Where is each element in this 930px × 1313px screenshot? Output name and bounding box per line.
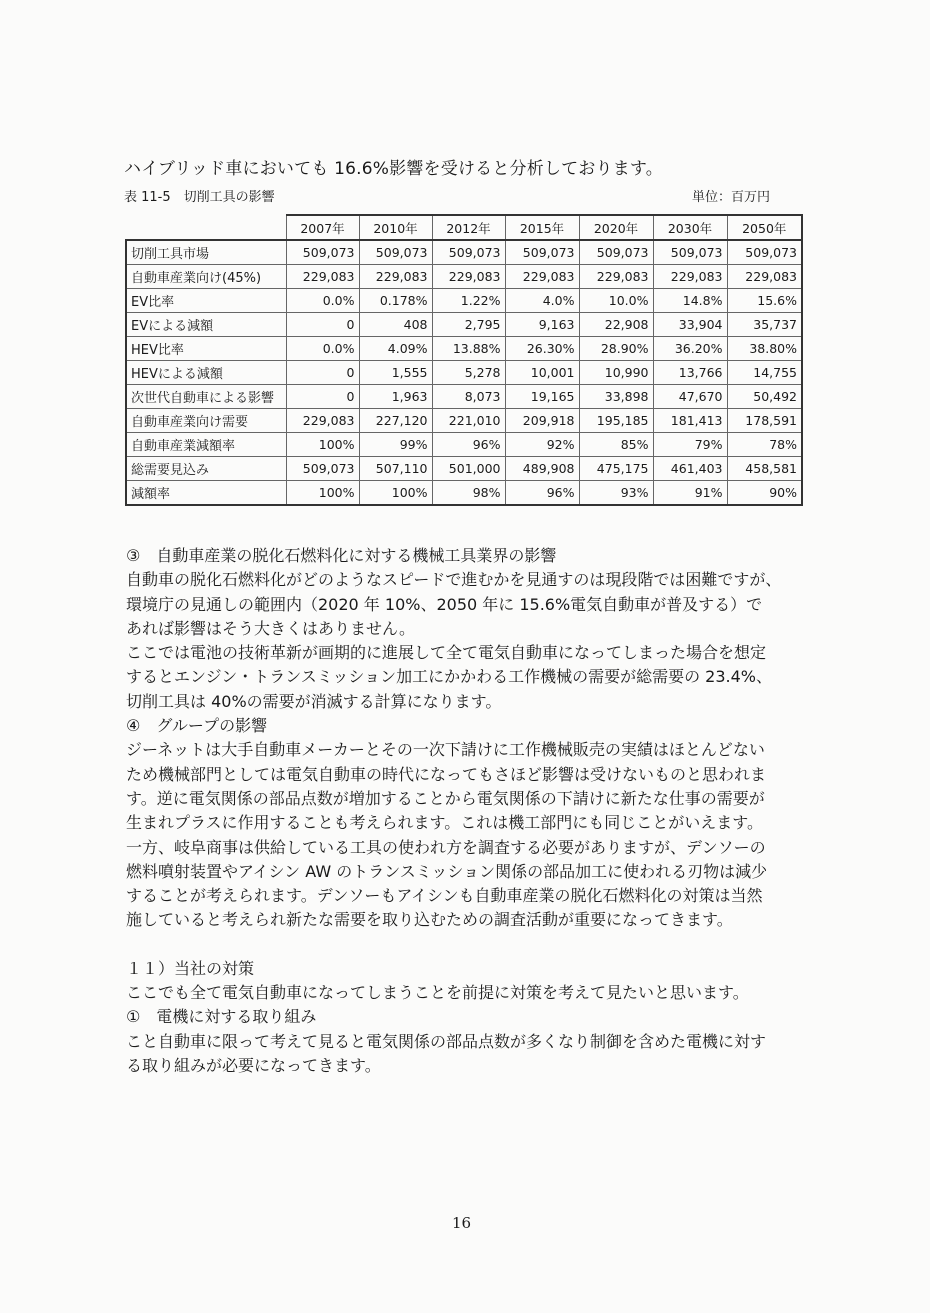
text-line: 生まれプラスに作用することも考えられます。これは機工部門にも同じことがいえます。 — [126, 813, 763, 833]
table-row — [126, 337, 802, 361]
text-line: 切削工具は 40%の需要が消滅する計算になります。 — [126, 691, 502, 711]
table-cell: 0 — [286, 361, 359, 385]
table-cell: 229,083 — [579, 265, 653, 289]
text-line: ④ グループの影響 — [126, 716, 268, 736]
column-header: 2010年 — [359, 215, 432, 240]
cutting-tool-impact-table — [125, 214, 803, 506]
text-line: あれば影響はそう大きくはありません。 — [126, 618, 415, 638]
column-header: 2015年 — [505, 215, 579, 240]
table-cell: 13.88% — [432, 337, 505, 361]
table-cell: 209,918 — [505, 409, 579, 433]
table-cell: 85% — [579, 433, 653, 457]
row-label: 自動車産業減額率 — [126, 433, 286, 457]
table-cell: 96% — [432, 433, 505, 457]
table-cell: 38.80% — [727, 337, 802, 361]
table-corner-cell — [126, 215, 286, 240]
table-cell: 4.0% — [505, 289, 579, 313]
table-cell: 509,073 — [505, 240, 579, 265]
table-cell: 14.8% — [653, 289, 727, 313]
row-label: EVによる減額 — [126, 313, 286, 337]
table-cell: 19,165 — [505, 385, 579, 409]
text-line: ため機械部門としては電気自動車の時代になってもさほど影響は受けないものと思われま — [126, 764, 767, 784]
table-cell: 96% — [505, 481, 579, 506]
table-cell: 229,083 — [653, 265, 727, 289]
table-cell: 14,755 — [727, 361, 802, 385]
table-cell: 509,073 — [286, 240, 359, 265]
table-cell: 1,963 — [359, 385, 432, 409]
text-line: ここでも全て電気自動車になってしまうことを前提に対策を考えて見たいと思います。 — [126, 983, 749, 1003]
text-line: す。逆に電気関係の部品点数が増加することから電気関係の下請けに新たな仕事の需要が — [126, 788, 765, 808]
table-cell: 2,795 — [432, 313, 505, 337]
table-cell: 229,083 — [727, 265, 802, 289]
table-cell: 33,898 — [579, 385, 653, 409]
table-row — [126, 240, 802, 265]
table-cell: 10,001 — [505, 361, 579, 385]
table-cell: 489,908 — [505, 457, 579, 481]
text-line: するとエンジン・トランスミッション加工にかかわる工作機械の需要が総需要の 23.4%、 — [126, 667, 772, 687]
table-row — [126, 289, 802, 313]
table-cell: 181,413 — [653, 409, 727, 433]
table-cell: 229,083 — [505, 265, 579, 289]
table-cell: 15.6% — [727, 289, 802, 313]
table-cell: 509,073 — [286, 457, 359, 481]
table-cell: 229,083 — [432, 265, 505, 289]
table-row — [126, 433, 802, 457]
column-header: 2020年 — [579, 215, 653, 240]
table-cell: 0.0% — [286, 337, 359, 361]
table-cell: 47,670 — [653, 385, 727, 409]
table-cell: 509,073 — [653, 240, 727, 265]
table-cell: 0.0% — [286, 289, 359, 313]
table-cell: 221,010 — [432, 409, 505, 433]
section-11-text — [126, 981, 816, 1078]
table-cell: 408 — [359, 313, 432, 337]
table-row — [126, 265, 802, 289]
table-cell: 507,110 — [359, 457, 432, 481]
table-cell: 0 — [286, 313, 359, 337]
table-cell: 91% — [653, 481, 727, 506]
page-number: 16 — [452, 1214, 472, 1232]
table-cell: 509,073 — [359, 240, 432, 265]
text-line: こと自動車に限って考えて見ると電気関係の部品点数が多くなり制御を含めた電機に対す — [126, 1031, 767, 1051]
text-line: ① 電機に対する取り組み — [126, 1007, 317, 1027]
table-cell: 10,990 — [579, 361, 653, 385]
row-label: 総需要見込み — [126, 457, 286, 481]
table-cell: 90% — [727, 481, 802, 506]
table-cell: 79% — [653, 433, 727, 457]
table-cell: 35,737 — [727, 313, 802, 337]
table-cell: 1,555 — [359, 361, 432, 385]
text-line: することが考えられます。デンソーもアイシンも自動車産業の脱化石燃料化の対策は当然 — [126, 886, 763, 906]
table-header-row — [126, 215, 802, 240]
table-cell: 229,083 — [286, 409, 359, 433]
column-header: 2007年 — [286, 215, 359, 240]
row-label: 自動車産業向け(45%) — [126, 265, 286, 289]
table-unit: 単位：百万円 — [692, 190, 771, 205]
text-line: る取り組みが必要になってきます。 — [126, 1055, 381, 1075]
column-header: 2030年 — [653, 215, 727, 240]
table-cell: 229,083 — [359, 265, 432, 289]
table-cell: 26.30% — [505, 337, 579, 361]
table-cell: 99% — [359, 433, 432, 457]
table-cell: 28.90% — [579, 337, 653, 361]
table-cell: 5,278 — [432, 361, 505, 385]
body-text — [126, 544, 816, 1078]
table-cell: 100% — [286, 481, 359, 506]
table-cell: 178,591 — [727, 409, 802, 433]
table-cell: 78% — [727, 433, 802, 457]
table-cell: 36.20% — [653, 337, 727, 361]
text-line: 一方、岐阜商事は供給している工具の使われ方を調査する必要がありますが、デンソーの — [126, 837, 766, 857]
table-cell: 461,403 — [653, 457, 727, 481]
table-cell: 13,766 — [653, 361, 727, 385]
table-caption: 表 11-5 切削工具の影響 — [124, 190, 275, 205]
table-body — [126, 240, 802, 505]
table-cell: 509,073 — [432, 240, 505, 265]
table-cell: 93% — [579, 481, 653, 506]
table-cell: 229,083 — [286, 265, 359, 289]
table-cell: 100% — [359, 481, 432, 506]
table-row — [126, 385, 802, 409]
table-cell: 8,073 — [432, 385, 505, 409]
table-cell: 501,000 — [432, 457, 505, 481]
section-3-4-text — [126, 544, 816, 933]
table-cell: 9,163 — [505, 313, 579, 337]
text-line: 自動車の脱化石燃料化がどのようなスピードで進むかを見通すのは現段階では困難ですが、 — [126, 570, 782, 590]
table-cell: 509,073 — [727, 240, 802, 265]
text-line: ここでは電池の技術革新が画期的に進展して全て電気自動車になってしまった場合を想定 — [126, 643, 767, 663]
table-cell: 98% — [432, 481, 505, 506]
intro-line: ハイブリッド車においても 16.6%影響を受けると分析しております。 — [124, 159, 663, 179]
table-cell: 195,185 — [579, 409, 653, 433]
row-label: EV比率 — [126, 289, 286, 313]
row-label: 切削工具市場 — [126, 240, 286, 265]
table-cell: 509,073 — [579, 240, 653, 265]
table-cell: 4.09% — [359, 337, 432, 361]
text-line: 環境庁の見通しの範囲内（2020 年 10%、2050 年に 15.6%電気自動車が普及する）で — [126, 594, 763, 614]
table-cell: 10.0% — [579, 289, 653, 313]
text-line: ③ 自動車産業の脱化石燃料化に対する機械工具業界の影響 — [126, 546, 557, 565]
table-cell: 227,120 — [359, 409, 432, 433]
table-cell: 0 — [286, 385, 359, 409]
table-row — [126, 361, 802, 385]
table-cell: 92% — [505, 433, 579, 457]
table-row — [126, 313, 802, 337]
table-cell: 458,581 — [727, 457, 802, 481]
table-cell: 475,175 — [579, 457, 653, 481]
row-label: HEV比率 — [126, 337, 286, 361]
row-label: 減額率 — [126, 481, 286, 506]
table-cell: 1.22% — [432, 289, 505, 313]
table-cell: 0.178% — [359, 289, 432, 313]
text-line: 施していると考えられ新たな需要を取り込むための調査活動が重要になってきます。 — [126, 910, 733, 930]
table-cell: 33,904 — [653, 313, 727, 337]
text-line: 燃料噴射装置やアイシン AW のトランスミッション関係の部品加工に使われる刃物は減少 — [126, 861, 768, 881]
column-header: 2050年 — [727, 215, 802, 240]
text-line: ジーネットは大手自動車メーカーとその一次下請けに工作機械販売の実績はほとんどない — [126, 740, 765, 760]
table-cell: 22,908 — [579, 313, 653, 337]
table-row — [126, 481, 802, 506]
column-header: 2012年 — [432, 215, 505, 240]
section-heading: １１）当社の対策 — [126, 958, 255, 978]
row-label: 次世代自動車による影響 — [126, 385, 286, 409]
row-label: HEVによる減額 — [126, 361, 286, 385]
table-cell: 100% — [286, 433, 359, 457]
row-label: 自動車産業向け需要 — [126, 409, 286, 433]
table-row — [126, 409, 802, 433]
table-cell: 50,492 — [727, 385, 802, 409]
table-row — [126, 457, 802, 481]
